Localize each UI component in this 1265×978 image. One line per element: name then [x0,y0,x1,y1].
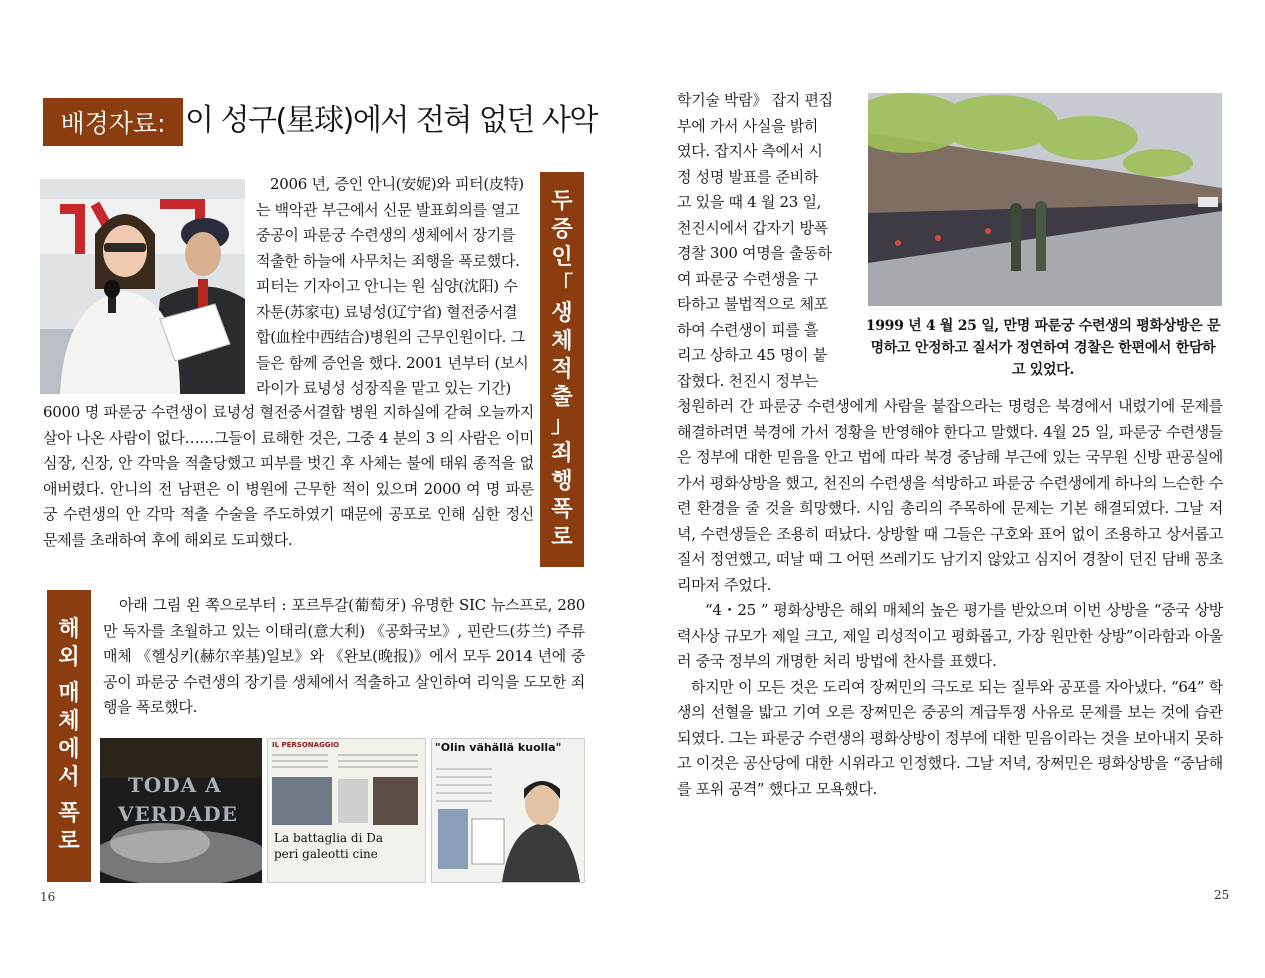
witness-line-6: 자툰(苏家屯) 료녕성(辽宁省) 혈전중서결 [256,302,518,321]
right-body-text [677,394,1223,802]
side-title-2-char: 매 [58,681,80,706]
newspaper-headline-2: peri galeotti cine [274,847,378,861]
side-title-1-char: 「 [550,272,573,298]
column-line: 하여 수련생이 피를 흘 [677,320,819,339]
column-line: 타하고 불법적으로 체포 [677,295,828,313]
right-page [632,0,1265,978]
header-label: 배경자료: [60,109,166,138]
body-paragraph-2: “4・25 ” 평화상방은 해외 매체의 높은 평가를 받았으며 이번 상방을 “중국 상방 력사상 규모가 제일 크고, 제일 리성적이고 평화롭고, 가장 원만한 상방”이라함과 아울러 중국 정부의 개명한 처리 방법에 찬사를 표했다. [677,601,1223,670]
column-line: 경찰 300 여명을 출동하 [677,244,832,262]
side-title-1-char: 출 [551,384,573,410]
side-title-2-char: 체 [58,709,80,734]
witness-line-9: 라이가 료녕성 성장직을 맡고 있는 기간) [256,379,511,397]
witnesses-photo [40,179,245,394]
witness-line-3: 중공이 파룬궁 수련생의 생체에서 장기를 [256,226,516,244]
side-title-1-char: 로 [551,524,573,550]
side-title-witnesses [540,172,584,567]
column-line: 부에 가서 사실을 밝히 [677,116,819,135]
column-line: 잡혔다. 천진시 정부는 [677,371,819,390]
witness-line-4: 적출한 하늘에 사무치는 죄행을 폭로했다. [256,251,520,270]
column-line: 여 파룬궁 수련생을 구 [677,269,819,288]
page-number-right: 25 [1214,888,1230,902]
witness-line-5: 피터는 기자이고 안니는 원 심양(沈阳) 수 [256,277,518,295]
witness-line-8: 들은 함께 증언을 했다. 2001 년부터 (보시 [256,353,529,372]
side-title-1-char: 폭 [551,496,573,522]
sic-news-image [100,738,262,883]
toda-line-1: TODA A [128,773,222,797]
side-title-2-char: 에 [58,737,80,762]
witness-paragraph-top [256,172,534,402]
media-paragraph: 아래 그림 왼 쪽으로부터 : 포르투갈(葡萄牙) 유명한 SIC 뉴스프로, 280 만 독자를 초월하고 있는 이태리(意大利) 《공화국보》, 핀란드(芬兰) 주류 매체 《헬싱키(赫尔辛基)일보》와 《완보(晚报)》에서 모두 2014 년에 중공이 파룬궁 수련생의 장기를 생체에서 적출하고 살인하여 리익을 도모한 죄행을 폭로했다. [103,596,585,716]
column-line: 학기술 박람》 잡지 편집 [677,91,833,109]
newspaper-masthead: IL PERSONAGGIO [272,741,340,749]
side-title-1-char: 」 [550,412,573,438]
column-line: 리고 상하고 45 명이 붙 [677,346,827,364]
side-title-overseas-media [47,590,91,882]
toda-line-2: VERDADE [118,802,238,826]
witness-paragraph-bottom: 6000 명 파룬궁 수련생이 료녕성 혈전중서결합 병원 지하실에 갇혀 오늘까지 살아 나온 사람이 없다……그들이 료해한 것은, 그중 4 분의 3 의 사람은 이미 심장, 신장, 안 각막을 적출당했고 피부를 벗긴 후 사체는 불에 태워 종적을 없애버렸다. 안니의 전 남편은 이 병원에 근무한 적이 있으며 2000 여 명 파룬궁 수련생의 안 각막 적출 수술을 주도하였기 때문에 공포로 인해 심한 정신 문제를 초래하여 후에 해외로 도피했다. [43,403,534,549]
newspaper-columns-illustration [268,749,425,829]
side-title-1-char: 행 [551,468,573,494]
witnesses-illustration [40,179,245,394]
witness-line-2: 는 백악관 부근에서 신문 발표회의를 열고 [256,200,520,219]
finnish-photo-illustration [432,759,584,882]
side-title-1-char: 적 [551,356,573,382]
witness-line-7: 합(血栓中西结合)병원의 근무인원이다. 그 [256,328,525,346]
column-line: 였다. 잡지사 측에서 시 [677,142,823,160]
side-title-1-char: 증 [551,216,573,242]
la-repubblica-image [267,738,426,883]
side-title-1-char: 두 [551,188,573,214]
april-25-caption: 1999 년 4 월 25 일, 만명 파룬궁 수련생의 평화상방은 문명하고 안정하고 질서가 정연하여 경찰은 한편에서 한담하고 있었다. [865,318,1221,378]
side-title-2-char: 외 [58,645,80,670]
appeal-crowd-illustration [868,93,1222,306]
side-title-1-char: 생 [551,300,573,326]
side-title-2-char: 로 [58,829,80,854]
left-page [0,0,632,978]
right-top-column [677,88,860,394]
side-title-2-char: 서 [58,765,80,790]
newspaper-headline-1: La battaglia di Da [274,831,384,845]
column-line: 천진시에서 갑자기 방폭 [677,218,828,237]
side-title-1-char: 체 [551,328,573,354]
body-paragraph-3: 하지만 이 모든 것은 도리여 장쩌민의 극도로 되는 질투와 공포를 자아냈다. “64” 학생의 선혈을 밟고 기여 오른 장쩌민은 중공의 계급투쟁 사유로 문제를 보는 것에 습관되였다. 그는 파룬궁 수련생의 평화상방이 정부에 대한 믿음이라는 것을 보아내지 못하고 이것은 공산당에 대한 시위라고 인정했다. 그날 저녁, 장쩌민은 평화상방을 “중남해를 포위 공격” 했다고 모욕했다. [677,677,1223,798]
header-label-box [43,98,183,146]
april-25-photo [868,93,1222,306]
header-title: 이 성구(星球)에서 전혀 없던 사악 [185,103,597,138]
side-title-2-char: 해 [58,617,80,642]
finnish-newspaper-image [431,738,585,883]
side-title-2-char: 폭 [58,801,80,826]
column-line: 고 있을 때 4 월 23 일, [677,193,822,211]
side-title-1-char: 인 [551,244,573,270]
column-line: 정 성명 발표를 준비하 [677,167,819,186]
finnish-headline: "Olin vähällä kuolla" [435,741,562,754]
body-paragraph-1: 청원하러 간 파룬궁 수련생에게 사람을 붙잡으라는 명령은 북경에서 내렸기에 문제를 해결하려면 북경에 가서 정황을 반영해야 한다고 말했다. 4월 25 일, 파룬궁 수련생들은 정부에 대한 믿음을 안고 법에 따라 북경 중남해 부근에 있는 국무원 신방 판공실에 가서 평화상방을 했고, 천진의 수련생을 석방하고 파룬궁 수련생에게 하나의 느슨한 수련 환경을 줄 것을 희망했다. 시임 총리의 주목하에 문제는 기본 해결되였다. 그날 저녁, 수련생들은 조용히 떠났다. 상방할 때 그들은 구호와 표어 없이 조용하고 상서롭고 질서 정연했고, 떠날 때 그 어떤 쓰레기도 남기지 않았고 심지어 경찰이 던진 담배 꽁초리마저 주었다. [677,397,1223,594]
witness-line-1: 2006 년, 증인 안니(安妮)와 피터(皮特) [270,175,524,193]
page-number-left: 16 [40,890,56,904]
side-title-1-char: 죄 [551,440,573,466]
